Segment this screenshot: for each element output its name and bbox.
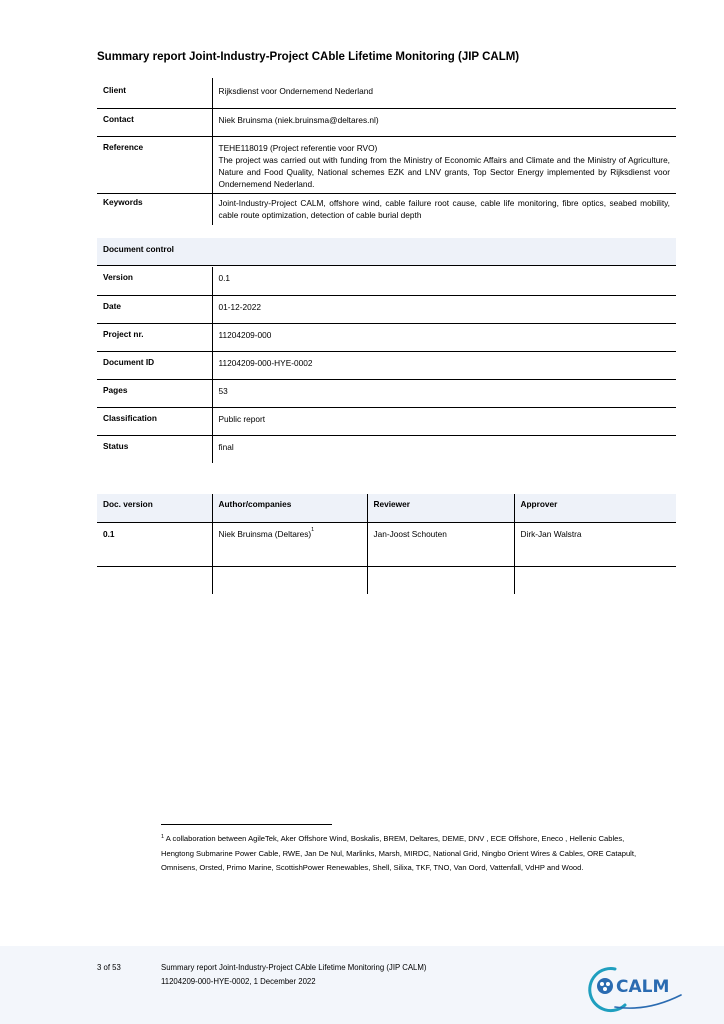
document-id-value: 11204209-000-HYE-0002 <box>212 351 676 379</box>
reviewer-header: Reviewer <box>367 494 514 522</box>
status-value: final <box>212 435 676 463</box>
calm-logo <box>585 955 690 1017</box>
contact-value: Niek Bruinsma (niek.bruinsma@deltares.nl) <box>212 108 676 136</box>
classification-label: Classification <box>103 412 157 423</box>
logo-text: CALM <box>616 977 670 997</box>
client-label: Client <box>103 85 127 95</box>
cable-icon <box>597 978 613 994</box>
footer-title: Summary report Joint-Industry-Project CAble Lifetime Monitoring (JIP CALM) <box>161 963 427 972</box>
reference-value <box>212 136 676 193</box>
author-name: Niek Bruinsma (Deltares) <box>218 528 312 539</box>
project-row <box>97 323 676 351</box>
author-cell <box>212 522 367 566</box>
date-row <box>97 295 676 323</box>
version-history-header <box>97 494 676 522</box>
author-header: Author/companies <box>212 494 367 522</box>
approver-cell: Dirk-Jan Walstra <box>514 522 676 566</box>
pages-row <box>97 379 676 407</box>
version-label: Version <box>103 272 133 282</box>
approver-header: Approver <box>514 494 676 522</box>
date-label: Date <box>103 300 121 311</box>
page-number: 3 of 53 <box>97 963 121 972</box>
doc-version-cell: 0.1 <box>103 528 115 539</box>
client-row <box>97 78 676 108</box>
table-row <box>97 522 676 566</box>
status-row <box>97 435 676 463</box>
document-id-label: Document ID <box>103 356 155 367</box>
footer-document-line: 11204209-000-HYE-0002, 1 December 2022 <box>161 977 316 986</box>
version-row <box>97 267 676 295</box>
footnote-mark: 1 <box>161 834 165 840</box>
keywords-label: Keywords <box>103 196 143 207</box>
classification-row <box>97 407 676 435</box>
pages-value: 53 <box>212 379 676 407</box>
document-control-table <box>97 267 676 463</box>
report-title: Summary report Joint-Industry-Project CAble Lifetime Monitoring (JIP CALM) <box>97 51 520 63</box>
empty-cell <box>97 566 212 594</box>
document-control-heading: Document control <box>97 238 676 266</box>
project-value: 11204209-000 <box>212 323 676 351</box>
empty-cell <box>212 566 367 594</box>
empty-cell <box>514 566 676 594</box>
footnote-text: A collaboration between AgileTek, Aker Offshore Wind, Boskalis, BREM, Deltares, DEME, DNV , ECE Offshore, Eneco , Hellenic Cables, Hengtong Submarine Power Cable, RWE, Jan De Nul, Marlinks, Marsh, MIRDC, National Grid, Ningbo Orient Wires & Cables, ORE Catapult, Omnisens, Orsted, Primo Marine, ScottishPower Renewables, Shell, Silixa, TKF, TNO, Van Oord, Vattenfall, VdHP and Wood. <box>161 834 637 872</box>
keywords-value: Joint-Industry-Project CALM, offshore wind, cable failure root cause, cable life monitoring, fibre optics, seabed mobility, cable route optimization, detection of cable burial depth <box>212 193 676 225</box>
classification-value: Public report <box>212 407 676 435</box>
contact-row <box>97 108 676 136</box>
contact-label: Contact <box>103 113 134 124</box>
footnote-ref[interactable]: 1 <box>311 526 315 533</box>
document-id-row <box>97 351 676 379</box>
reference-label: Reference <box>103 141 144 152</box>
project-info-table <box>97 78 676 225</box>
footnote-divider <box>161 824 332 825</box>
doc-version-header: Doc. version <box>97 494 212 522</box>
reference-funding: The project was carried out with funding from the Ministry of Economic Affairs and Climate and the Ministry of Agriculture, Nature and Food Quality, National schemes EZK and LNV grants, Top Sector Energy implemented by Rijksdienst voor Ondernemend Nederland. <box>218 154 670 189</box>
reviewer-cell: Jan-Joost Schouten <box>367 522 514 566</box>
keywords-row <box>97 193 676 225</box>
version-history-table <box>97 494 676 594</box>
reference-row <box>97 136 676 193</box>
client-value: Rijksdienst voor Ondernemend Nederland <box>212 78 676 108</box>
footnote <box>161 832 651 876</box>
empty-cell <box>367 566 514 594</box>
empty-row <box>97 566 676 594</box>
reference-code: TEHE118019 (Project referentie voor RVO) <box>218 142 378 153</box>
project-label: Project nr. <box>103 328 144 339</box>
date-value: 01-12-2022 <box>212 295 676 323</box>
version-value: 0.1 <box>212 267 676 295</box>
pages-label: Pages <box>103 384 128 395</box>
status-label: Status <box>103 440 129 451</box>
